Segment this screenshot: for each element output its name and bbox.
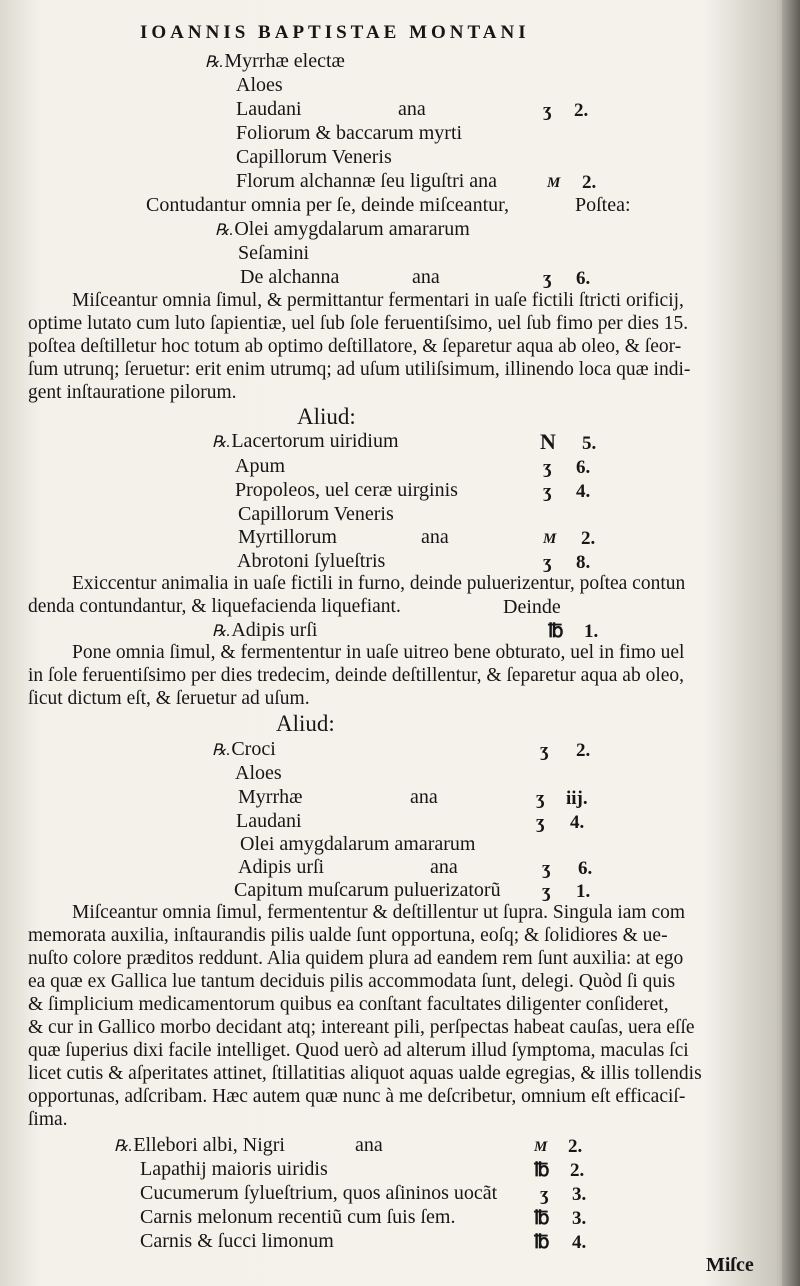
paragraph1-line-5: gent inſtauratione pilorum. <box>28 382 237 403</box>
quantity: 6. <box>576 268 591 289</box>
unit-symbol: N <box>540 429 556 454</box>
unit-symbol: ʒ <box>543 100 552 121</box>
paragraph4-line-5: & ſimplicium medicamentorum quibus ea conſtant facultates diligenter conſideret, <box>28 994 669 1015</box>
recipe4-item-1: ℞.Ellebori albi, Nigri <box>114 1134 285 1156</box>
paragraph4-line-7: quæ ſuperius dixi facile intelliget. Quod uerò ad alterum illud ſymptoma, maculas ſci <box>28 1040 689 1061</box>
paragraph4-line-4: ea quæ ex Gallica lue tantum deciduis pilis accommodata ſunt, delegi. Quòd ſi quis <box>28 971 676 992</box>
quantity: iij. <box>566 788 588 809</box>
unit-symbol: ℔ <box>534 1232 550 1253</box>
paragraph1-line-1: Miſceantur omnia ſimul, & permittantur fermentari in uaſe fictili ſtricti orificij, <box>72 290 684 311</box>
recipe4-item-2: Lapathij maioris uiridis <box>140 1158 328 1180</box>
deinde-label: Deinde <box>503 596 561 618</box>
unit-symbol: ʒ <box>543 268 552 289</box>
paragraph1-line-2: optime lutato cum luto ſapientiæ, uel ſub ſole feruentiſsimo, uel ſub fimo per dies 15. <box>28 313 689 334</box>
paragraph2-line-1: Exiccentur animalia in uaſe fictili in furno, deinde puluerizentur, poſtea contun <box>72 573 686 594</box>
recipe4-item-3: Cucumerum ſylueſtrium, quos aſininos uocãt <box>140 1182 498 1204</box>
unit-symbol: ℔ <box>534 1160 550 1181</box>
paragraph3-line-3: ſicut dictum eſt, & ſeruetur ad uſum. <box>28 688 310 709</box>
recipe2-item-2: Apum <box>235 455 285 477</box>
quantity: 4. <box>572 1232 587 1253</box>
recipe3-item-5: Olei amygdalarum amararum <box>240 833 476 855</box>
recipe2-item-4: Capillorum Veneris <box>238 503 394 525</box>
unit-symbol: ʒ <box>542 858 551 879</box>
quantity: 2. <box>568 1136 583 1157</box>
paragraph1-line-3: poſtea deſtilletur hoc totum ab optimo deſtillatore, & ſeparetur aqua ab oleo, & ſeor- <box>28 336 682 357</box>
paragraph4-line-9: opportunas, adſcribam. Hæc autem quæ nunc à me deſcribetur, omnium eſt efficaciſ- <box>28 1086 686 1107</box>
quantity: 1. <box>576 881 591 902</box>
unit-symbol: ʒ <box>536 788 545 809</box>
ana-label: ana <box>412 266 440 288</box>
unit-symbol: ʒ <box>542 881 551 902</box>
recipe1-item-6: Florum alchannæ ſeu liguſtri ana <box>236 170 498 192</box>
ana-label: ana <box>410 786 438 808</box>
recipe2-item-6: Abrotoni ſylueſtris <box>237 550 386 572</box>
recipe2-item-5: Myrtillorum <box>238 526 337 548</box>
paragraph3-line-1: Pone omnia ſimul, & fermententur in uaſe uitreo bene obturato, uel in fimo uel <box>72 642 685 663</box>
recipe1-instruction: Contudantur omnia per ſe, deinde miſceantur, <box>146 194 509 216</box>
catchword: Miſce <box>706 1254 754 1276</box>
page-gutter-shadow <box>782 0 800 1286</box>
quantity: 1. <box>584 621 599 642</box>
unit-symbol: M <box>543 531 557 547</box>
paragraph4-line-10: ſima. <box>28 1109 68 1130</box>
ana-label: ana <box>355 1134 383 1156</box>
paragraph4-line-2: memorata auxilia, inſtaurandis pilis ualde ſunt opportuna, eoſq; & ſolidiores & ue- <box>28 925 668 946</box>
ana-label: ana <box>430 856 458 878</box>
quantity: 2. <box>581 528 596 549</box>
recipe4-item-4: Carnis melonum recentiũ cum ſuis ſem. <box>140 1206 456 1228</box>
unit-symbol: ʒ <box>540 740 549 761</box>
quantity: 8. <box>576 552 591 573</box>
paragraph3-line-2: in ſole feruentiſsimo per dies tredecim, deinde deſtillentur, & ſeparetur aqua ab oleo, <box>28 665 685 686</box>
unit-symbol: ʒ <box>543 552 552 573</box>
unit-symbol: ʒ <box>543 457 552 478</box>
recipe1-item-3: Laudani <box>236 98 302 120</box>
quantity: 4. <box>570 812 585 833</box>
postea-label: Poſtea: <box>575 194 631 216</box>
unit-symbol: M <box>534 1139 548 1155</box>
quantity: 3. <box>572 1184 587 1205</box>
recipe1-item-5: Capillorum Veneris <box>236 146 392 168</box>
paragraph4-line-8: licet cutis & aſperitates attinet, ſtillatitias aliquot aquas ualde egregias, & illis tollendis <box>28 1063 702 1084</box>
paragraph4-line-3: nuſto colore præditos reddunt. Alia quidem plura ad eandem rem ſunt auxilia: at ego <box>28 948 684 969</box>
recipe2-item-3: Propoleos, uel ceræ uirginis <box>235 479 458 501</box>
recipe2-item-1: ℞.Lacertorum uiridium <box>212 430 399 452</box>
unit-symbol: ʒ <box>543 481 552 502</box>
paragraph4-line-1: Miſceantur omnia ſimul, fermententur & deſtillentur ut ſupra. Singula iam com <box>72 902 686 923</box>
recipe1-item-4: Foliorum & baccarum myrti <box>236 122 463 144</box>
recipe4-item-5: Carnis & ſucci limonum <box>140 1230 334 1252</box>
paragraph4-line-6: & cur in Gallico morbo decidant atq; intereant pili, perſpectas habeat cauſas, uera eſſe <box>28 1017 695 1038</box>
recipe1b-item-3: De alchanna <box>240 266 340 288</box>
paragraph2-line-2: denda contundantur, & liquefacienda liquefiant. <box>28 596 401 617</box>
quantity: 5. <box>582 433 597 454</box>
recipe3-item-4: Laudani <box>236 810 302 832</box>
recipe1-item-2: Aloes <box>236 74 283 96</box>
recipe2b-item: ℞.Adipis urſi <box>212 619 318 641</box>
quantity: 4. <box>576 481 591 502</box>
recipe3-item-3: Myrrhæ <box>238 786 303 808</box>
recipe3-item-6: Adipis urſi <box>238 856 325 878</box>
unit-symbol: ℔ <box>548 621 564 642</box>
recipe3-item-2: Aloes <box>235 762 282 784</box>
quantity: 2. <box>570 1160 585 1181</box>
recipe1-item-1: ℞.Myrrhæ electæ <box>205 50 345 72</box>
quantity: 2. <box>582 172 597 193</box>
recipe1b-item-2: Seſamini <box>238 242 310 264</box>
quantity: 2. <box>574 100 589 121</box>
recipe3-item-7: Capitum muſcarum puluerizatorũ <box>234 879 501 901</box>
quantity: 3. <box>572 1208 587 1229</box>
quantity: 6. <box>578 858 593 879</box>
unit-symbol: ʒ <box>540 1184 549 1205</box>
paragraph1-line-4: ſum utrunq; ſeruetur: erit enim utrumq; ad uſum utiliſsimum, illinendo loca quæ indi- <box>28 359 691 380</box>
running-head: IOANNIS BAPTISTAE MONTANI <box>140 22 530 43</box>
recipe1b-item-1: ℞.Olei amygdalarum amararum <box>215 218 470 240</box>
section-heading-aliud-1: Aliud: <box>297 404 356 429</box>
ana-label: ana <box>421 526 449 548</box>
unit-symbol: ʒ <box>536 812 545 833</box>
ana-label: ana <box>398 98 426 120</box>
quantity: 6. <box>576 457 591 478</box>
quantity: 2. <box>576 740 591 761</box>
unit-symbol: M <box>547 175 561 191</box>
recipe3-item-1: ℞.Croci <box>212 738 276 760</box>
unit-symbol: ℔ <box>534 1208 550 1229</box>
section-heading-aliud-2: Aliud: <box>276 711 335 736</box>
